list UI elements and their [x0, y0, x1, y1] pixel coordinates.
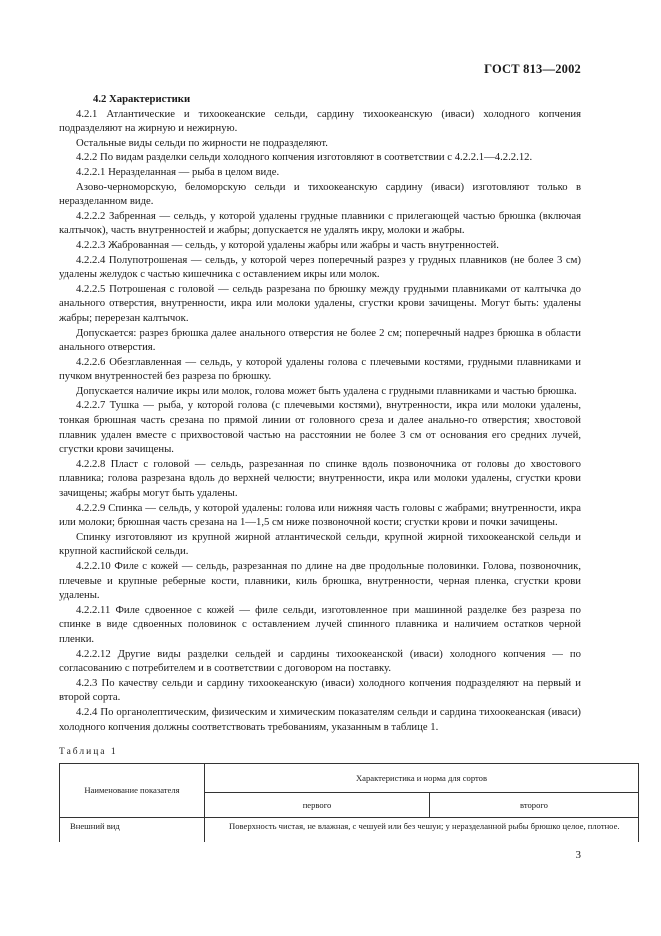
standard-header: ГОСТ 813—2002: [484, 62, 581, 76]
paragraph: 4.2.2.10 Филе с кожей — сельдь, разрезанная по длине на две продольные половинки. Голова, позвоночник, плечевые и крупные реберные кости, плавники, киль брюшка, внутренности, черная пленка, сгустки крови удалены.: [59, 560, 581, 602]
header-grade-group: Характеристика и норма для сортов: [205, 764, 639, 793]
paragraph: 4.2.2.4 Полупотрошеная — сельдь, у которой через поперечный разрез у грудных плавников (не более 3 см) удалены желудок с частью кишечника с оставлением икры или молок.: [59, 253, 581, 281]
paragraph: 4.2.2.6 Обезглавленная — сельдь, у которой удалены голова с плечевыми костями, грудными плавниками и пучком внутренностей без разреза по брюшку.: [59, 355, 581, 383]
paragraph: 4.2.2.9 Спинка — сельдь, у которой удалены: голова или нижняя часть головы с жабрами; внутренности, икра или молоки; брюшная часть срезана на 1—1,5 см ниже позвоночной кости; сгустки крови и почки зачищены.: [59, 501, 581, 529]
spec-table: [59, 763, 639, 842]
paragraph: Допускается: разрез брюшка далее анального отверстия не более 2 см; поперечный надрез брюшка в области анального отверстия.: [59, 326, 581, 354]
paragraph: 4.2.3 По качеству сельди и сардину тихоокеанскую (иваси) холодного копчения подразделяют на первый и второй сорта.: [59, 676, 581, 704]
paragraph: 4.2.2.7 Тушка — рыба, у которой голова (с плечевыми костями), внутренности, икра или молоки удалены, тонкая брюшная часть срезана по прямой линии от головного среза и далее анально-го отверстия; хвостовой плавник удален вместе с прихвостовой частью на расстоянии не более 3 см от основания его средних лучей, сгустки крови зачищены.: [59, 399, 581, 456]
paragraph: 4.2.2.1 Неразделанная — рыба в целом виде.: [76, 165, 280, 178]
paragraph: 4.2.2.5 Потрошеная с головой — сельдь разрезана по брюшку между грудными плавниками от калтычка до анального отверстия, внутренности, икра или молоки удалены, сгустки крови зачищены. Могут быть: удалены жабры; перерезан калтычок.: [59, 282, 581, 324]
paragraph: Допускается наличие икры или молок, голова может быть удалена с грудными плавниками и частью брюшка.: [76, 384, 577, 397]
paragraph: 4.2.1 Атлантические и тихоокеанские сельди, сардину тихоокеанскую (иваси) холодного копчения подразделяют на жирную и нежирную.: [59, 107, 581, 135]
page-number: 3: [575, 849, 581, 861]
header-first-grade: первого: [205, 793, 430, 818]
table-row: [60, 818, 639, 843]
paragraph: 4.2.2.2 Забренная — сельдь, у которой удалены грудные плавники с прилегающей частью брюшка (включая калтычок), часть внутренностей и жабры; допускается не удалять икру, молоки и жабры.: [59, 209, 581, 237]
header-second-grade: второго: [430, 793, 639, 818]
paragraph: 4.2.4 По органолептическим, физическим и химическим показателям сельди и сардина тихоокеанская (иваси) холодного копчения должны соответствовать требованиям, указанным в таблице 1.: [59, 705, 581, 733]
paragraph: 4.2.2.11 Филе сдвоенное с кожей — филе сельди, изготовленное при машинной разделке без разреза по спинке в виде сдвоенных половинок с оставлением лучей спинного плавника и наличием остатков черной пленки.: [59, 603, 581, 645]
paragraph: 4.2.2.8 Пласт с головой — сельдь, разрезанная по спинке вдоль позвоночника от головы до хвостового плавника; голова разрезана вдоль до верхней челюсти; внутренности, икра или молоки удалены, сгустки крови зачищены; жабры могут быть удалены.: [59, 457, 581, 500]
paragraph: 4.2.2 По видам разделки сельди холодного копчения изготовляют в соответствии с 4.2.2.1—4.2.2.12.: [76, 151, 533, 164]
paragraph: Спинку изготовляют из крупной жирной атлантической сельди, крупной жирной тихоокеанской сельди и крупной каспийской сельди.: [59, 530, 581, 558]
header-indicator: Наименование показателя: [60, 764, 205, 818]
section-title: 4.2 Характеристики: [93, 93, 191, 105]
row-indicator-name: Внешний вид: [60, 818, 205, 843]
table-caption: Таблица 1: [59, 747, 118, 757]
paragraph: 4.2.2.3 Жаброванная — сельдь, у которой удалены жабры или жабры и часть внутренностей.: [76, 238, 499, 251]
paragraph: 4.2.2.12 Другие виды разделки сельдей и сардины тихоокеанской (иваси) холодного копчения — по согласованию с потребителем и в соответствии с договором на поставку.: [59, 647, 581, 675]
paragraph: Остальные виды сельди по жирности не подразделяют.: [76, 136, 328, 149]
table-header-row: [60, 764, 639, 793]
paragraph: Азово-черноморскую, беломорскую сельди и тихоокеанскую сардину (иваси) изготовляют только в неразделанном виде.: [59, 180, 581, 208]
row-value: Поверхность чистая, не влажная, с чешуей или без чешуи; у неразделанной рыбы брюшко целое, плотное.: [205, 818, 639, 843]
section-content: [59, 92, 581, 734]
